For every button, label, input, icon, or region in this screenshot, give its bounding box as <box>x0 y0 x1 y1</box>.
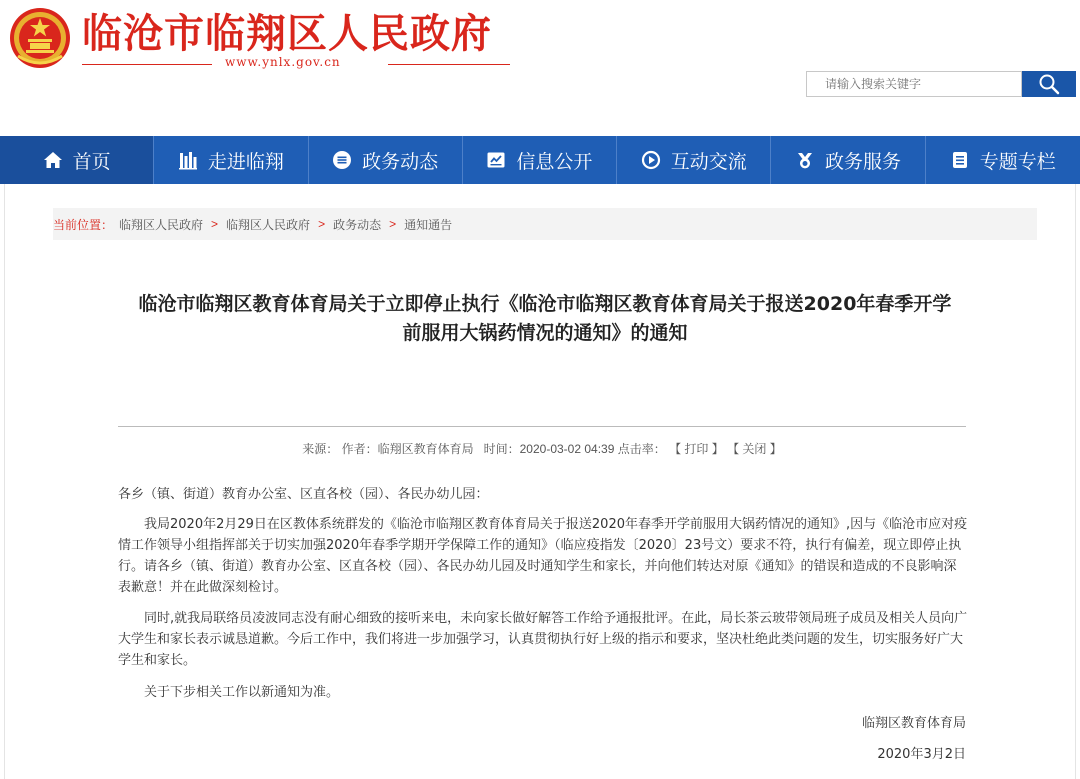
topic-icon <box>950 150 970 170</box>
nav-item-service[interactable] <box>771 136 925 184</box>
search-button[interactable] <box>1022 71 1076 97</box>
salutation: 各乡（镇、街道）教育办公室、区直各校（园）、各民办幼儿园： <box>118 487 489 502</box>
nav-label: 走进临翔 <box>207 150 284 173</box>
home-icon <box>43 150 63 170</box>
sign-date: 2020年3月2日 <box>877 747 966 762</box>
nav-item-disclosure[interactable] <box>463 136 617 184</box>
nav-item-about[interactable] <box>154 136 308 184</box>
nav-label: 政务服务 <box>824 150 901 173</box>
meta-source: 来源： <box>302 442 339 456</box>
nav-label: 互动交流 <box>670 150 747 173</box>
search-icon <box>1038 73 1060 95</box>
breadcrumb-link[interactable]: 临翔区人民政府 <box>119 217 204 232</box>
breadcrumb-separator: > <box>389 217 397 231</box>
breadcrumb-link[interactable]: 政务动态 <box>333 217 382 232</box>
article-title <box>65 290 1025 348</box>
news-icon <box>332 150 352 170</box>
main-nav <box>0 136 1080 184</box>
site-title: 临沧市临翔区人民政府 <box>82 10 492 57</box>
breadcrumb-link[interactable]: 临翔区人民政府 <box>226 217 311 232</box>
site-header <box>0 0 1080 136</box>
breadcrumb <box>53 208 1037 240</box>
article-title-line: 前服用大锅药情况的通知》的通知 <box>402 322 688 344</box>
nav-label: 政务动态 <box>362 150 439 173</box>
nav-item-topics[interactable] <box>926 136 1080 184</box>
interaction-icon <box>641 150 661 170</box>
signer: 临翔区教育体育局 <box>861 716 966 731</box>
nav-label: 首页 <box>72 150 111 173</box>
building-icon <box>178 150 198 170</box>
breadcrumb-label: 当前位置： <box>53 217 114 232</box>
breadcrumb-separator: > <box>211 217 219 231</box>
meta-time: 时间：2020-03-02 04:39 <box>483 442 615 456</box>
title-divider <box>118 426 966 427</box>
content-panel <box>4 184 1076 779</box>
national-emblem-icon <box>8 6 72 70</box>
close-link[interactable]: 【 关闭 】 <box>727 442 782 456</box>
breadcrumb-separator: > <box>318 217 326 231</box>
nav-item-home[interactable] <box>0 136 154 184</box>
paragraph: 同时,就我局联络员凌波同志没有耐心细致的接听来电，未向家长做好解答工作给予通报批评。在此，局长茶云玻带领局班子成员及相关人员向广大学生和家长表示诚恳道歉。今后工作中，我们将进一步加强学习，认真贯彻执行好上级的指示和要求，坚决杜绝此类问题的发生，切实服务好广大学生和家长。 <box>118 611 968 668</box>
site-url: www.ynlx.gov.cn <box>225 55 341 69</box>
info-icon <box>486 150 506 170</box>
article-meta <box>118 440 966 457</box>
url-divider-left <box>82 64 212 65</box>
nav-label: 信息公开 <box>516 150 593 173</box>
nav-item-news[interactable] <box>309 136 463 184</box>
url-divider-right <box>388 64 510 65</box>
print-link[interactable]: 【 打印 】 <box>669 442 724 456</box>
meta-author: 作者：临翔区教育体育局 <box>341 442 474 456</box>
article-title-line: 临沧市临翔区教育体育局关于立即停止执行《临沧市临翔区教育体育局关于报送2020年春季开学 <box>138 293 952 315</box>
nav-item-interaction[interactable] <box>617 136 771 184</box>
nav-label: 专题专栏 <box>979 150 1056 173</box>
paragraph: 我局2020年2月29日在区教体系统群发的《临沧市临翔区教育体育局关于报送2020年春季开学前服用大锅药情况的通知》,因与《临沧市应对疫情工作领导小组指挥部关于切实加强2020年春季学期开学保障工作的通知》（临应疫指发〔2020〕23号文）要求不符，执行有偏差，现立即停止执行。请各乡（镇、街道）教育办公室、区直各校（园）、各民办幼儿园及时通知学生和家长，并向他们转达对原《通知》的错误和造成的不良影响深表歉意！并在此做深刻检讨。 <box>118 517 968 595</box>
paragraph: 关于下步相关工作以新通知为准。 <box>144 685 340 700</box>
service-icon <box>795 150 815 170</box>
search-input[interactable] <box>806 71 1022 97</box>
breadcrumb-link[interactable]: 通知通告 <box>404 217 453 232</box>
meta-clicks: 点击率： <box>617 442 666 456</box>
